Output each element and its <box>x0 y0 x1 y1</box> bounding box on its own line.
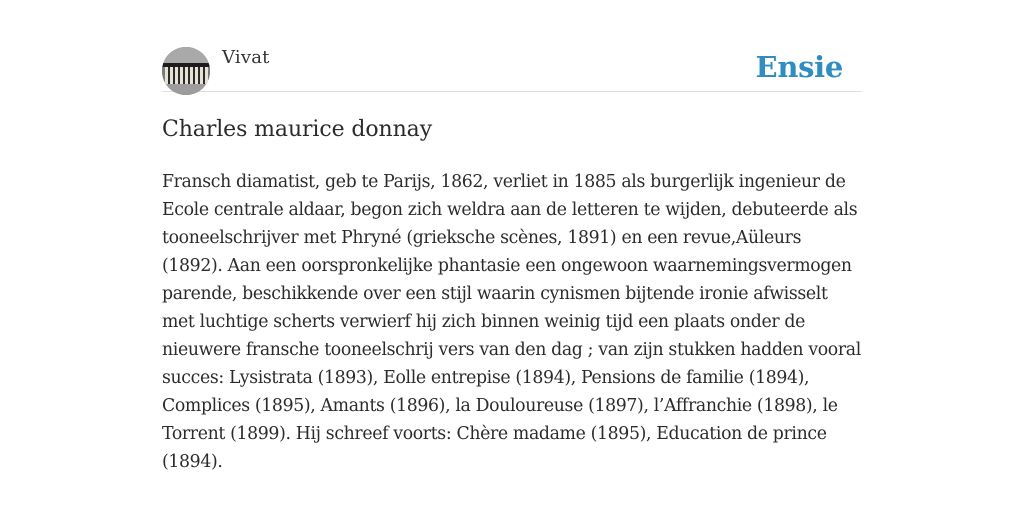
books-avatar-icon <box>162 47 210 95</box>
author-avatar[interactable] <box>162 47 210 95</box>
article-title: Charles maurice donnay <box>162 117 433 142</box>
article-header <box>162 44 862 92</box>
article-body: Fransch diamatist, geb te Parijs, 1862, verliet in 1885 als burgerlijk ingenieur de Ecole centrale aldaar, begon zich weldra aan de letteren te wijden, debuteerde als tooneelschrijver met Phryné (grieksche scènes, 1891) en een revue,Aüleurs (1892). Aan een oorspronkelijke phantasie een ongewoon waarnemingsvermogen parende, beschikkende over een stijl waarin cynismen bijtende ironie afwisselt met luchtige scherts verwierf hij zich binnen weinig tijd een plaats onder de nieuwere fransche tooneelschrij vers van den dag ; van zijn stukken hadden vooral succes: Lysistrata (1893), Eolle entrepise (1894), Pensions de familie (1894), Complices (1895), Amants (1896), la Douloureuse (1897), l’Affranchie (1898), le Torrent (1899). Hij schreef voorts: Chère madame (1895), Education de prince (1894). <box>162 172 861 472</box>
site-logo[interactable]: Ensie <box>755 50 843 84</box>
author-name[interactable]: Vivat <box>222 47 270 68</box>
article-card <box>162 44 862 476</box>
